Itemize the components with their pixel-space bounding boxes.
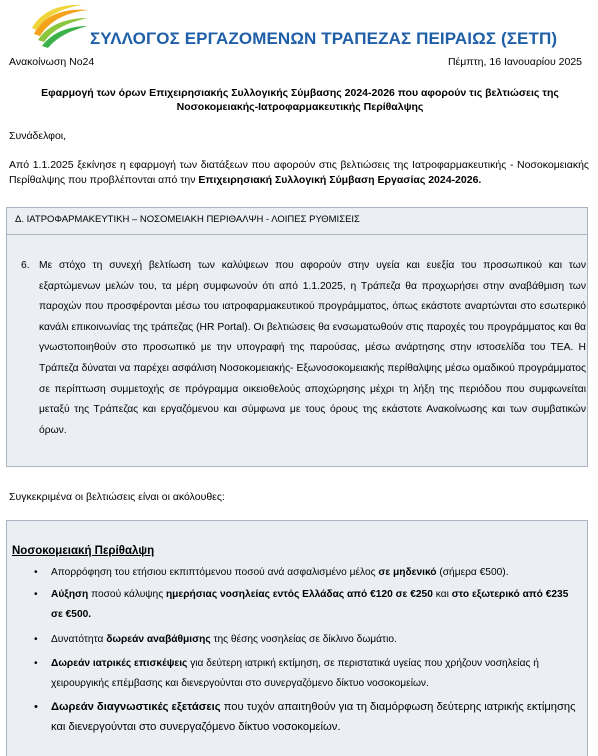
announcement-number: Ανακοίνωση Νο24: [9, 56, 95, 68]
bullet-icon: •: [34, 634, 38, 645]
intro-text: Από 1.1.2025 ξεκίνησε η εφαρμογή των διατάξεων που αφορούν στις βελτιώσεις της Ιατροφαρμακευτικής - Νοσοκομειακής Περίθαλψης που προβλέπονται από την: [9, 159, 589, 186]
bullet-icon: •: [34, 701, 38, 713]
announcement-date: Πέμπτη, 16 Ιανουαρίου 2025: [447, 56, 582, 68]
bullet-icon: •: [34, 589, 38, 600]
subject-line-2: Νοσοκομειακής-Ιατροφαρμακευτικής Περίθαλψης: [176, 101, 424, 113]
list-item: • Δωρεάν διαγνωστικές εξετάσεις που τυχόν απαιτηθούν για τη διαμόρφωση δεύτερης ιατρικής εκτίμησης και διενεργούνται στο συνεργαζόμενο δίκτυο νοσοκομείων.: [7, 697, 577, 737]
bullet-icon: •: [34, 658, 38, 669]
subject-line-1: Εφαρμογή των όρων Επιχειρησιακής Συλλογικής Σύμβασης 2024-2026 που αφορούν τις βελτιώσεις της: [41, 87, 559, 99]
improvements-intro: Συγκεκριμένα οι βελτιώσεις είναι οι ακόλουθες:: [9, 491, 225, 503]
greeting: Συνάδελφοι,: [9, 130, 67, 142]
subject-heading: [20, 86, 580, 114]
union-logo-icon: [30, 4, 92, 48]
improvements-box: [6, 520, 588, 756]
paragraph-number: 6.: [21, 260, 30, 271]
list-item: • Απορρόφηση του ετήσιου εκπιπτόμενου ποσού ανά ασφαλισμένο μέλος σε μηδενικό (σήμερα €500).: [7, 563, 577, 583]
section-title: Νοσοκομειακή Περίθαλψη: [12, 545, 155, 557]
list-item: • Δυνατότητα δωρεάν αναβάθμισης της θέσης νοσηλείας σε δίκλινο δωμάτιο.: [7, 630, 577, 650]
excerpt-paragraph: [21, 256, 586, 441]
list-item: • Αύξηση ποσού κάλυψης ημερήσιας νοσηλείας εντός Ελλάδας από €120 σε €250 και στο εξωτερικό από €235 σε €500.: [7, 585, 577, 625]
paragraph-body: Με στόχο τη συνεχή βελτίωση των καλύψεων που αφορούν στην υγεία και ευεξία του προσωπικού και των εξαρτώμενων μελών του, τα μέρη συμφωνούν ότι από 1.1.2025, η Τράπεζα θα προχωρήσει στην αναβάθμιση των παροχών που προσφέρονται μέσω του ιατροφαρμακευτικού προγράμματος, όπως εκάστοτε αναρτώνται στο εσωτερικό κανάλι επικοινωνίας της τράπεζας (HR Portal). Οι βελτιώσεις θα ενσωματωθούν στις παροχές του προγράμματος και θα γνωστοποιηθούν στο προσωπικό με την υπογραφή της παρούσας, μέσω ανάρτησης στην ιστοσελίδα του ΤΕΑ. Η Τράπεζα δύναται να παρέχει ασφάλιση Νοσοκομειακής- Εξωνοσοκομειακής περίθαλψης μέσω ομαδικού προγράμματος σε περίπτωση συμμετοχής σε πρόγραμμα οικειοθελούς αποχώρησης μέχρι τη λήξη της περιόδου που συμφωνείται μεταξύ της Τράπεζας και εργαζόμενου και σύμφωνα με τους όρους της εκάστοτε Ανακοίνωσης και των συμβατικών όρων.: [39, 260, 586, 436]
agreement-excerpt-box: [6, 207, 588, 467]
bullet-icon: •: [34, 567, 38, 578]
excerpt-header: Δ. ΙΑΤΡΟΦΑΡΜΑΚΕΥΤΙΚΗ – ΝΟΣΟΜΕΙΑΚΗ ΠΕΡΙΘΑΛΨΗ - ΛΟΙΠΕΣ ΡΥΘΜΙΣΕΙΣ: [7, 208, 587, 235]
improvements-list: [7, 563, 577, 737]
intro-bold: Επιχειρησιακή Συλλογική Σύμβαση Εργασίας 2024-2026.: [198, 174, 482, 186]
intro-paragraph: [9, 158, 589, 188]
letterhead: [30, 4, 590, 54]
list-item: • Δωρεάν ιατρικές επισκέψεις για δεύτερη ιατρική εκτίμηση, σε περιστατικά υγείας που χρήζουν νοσηλείας ή χειρουργικής επέμβασης και διενεργούνται στο συνεργαζόμενο δίκτυο νοσοκομείων.: [7, 654, 577, 694]
org-title: ΣΥΛΛΟΓΟΣ ΕΡΓΑΖΟΜΕΝΩΝ ΤΡΑΠΕΖΑΣ ΠΕΙΡΑΙΩΣ (ΣΕΤΠ): [90, 29, 558, 48]
